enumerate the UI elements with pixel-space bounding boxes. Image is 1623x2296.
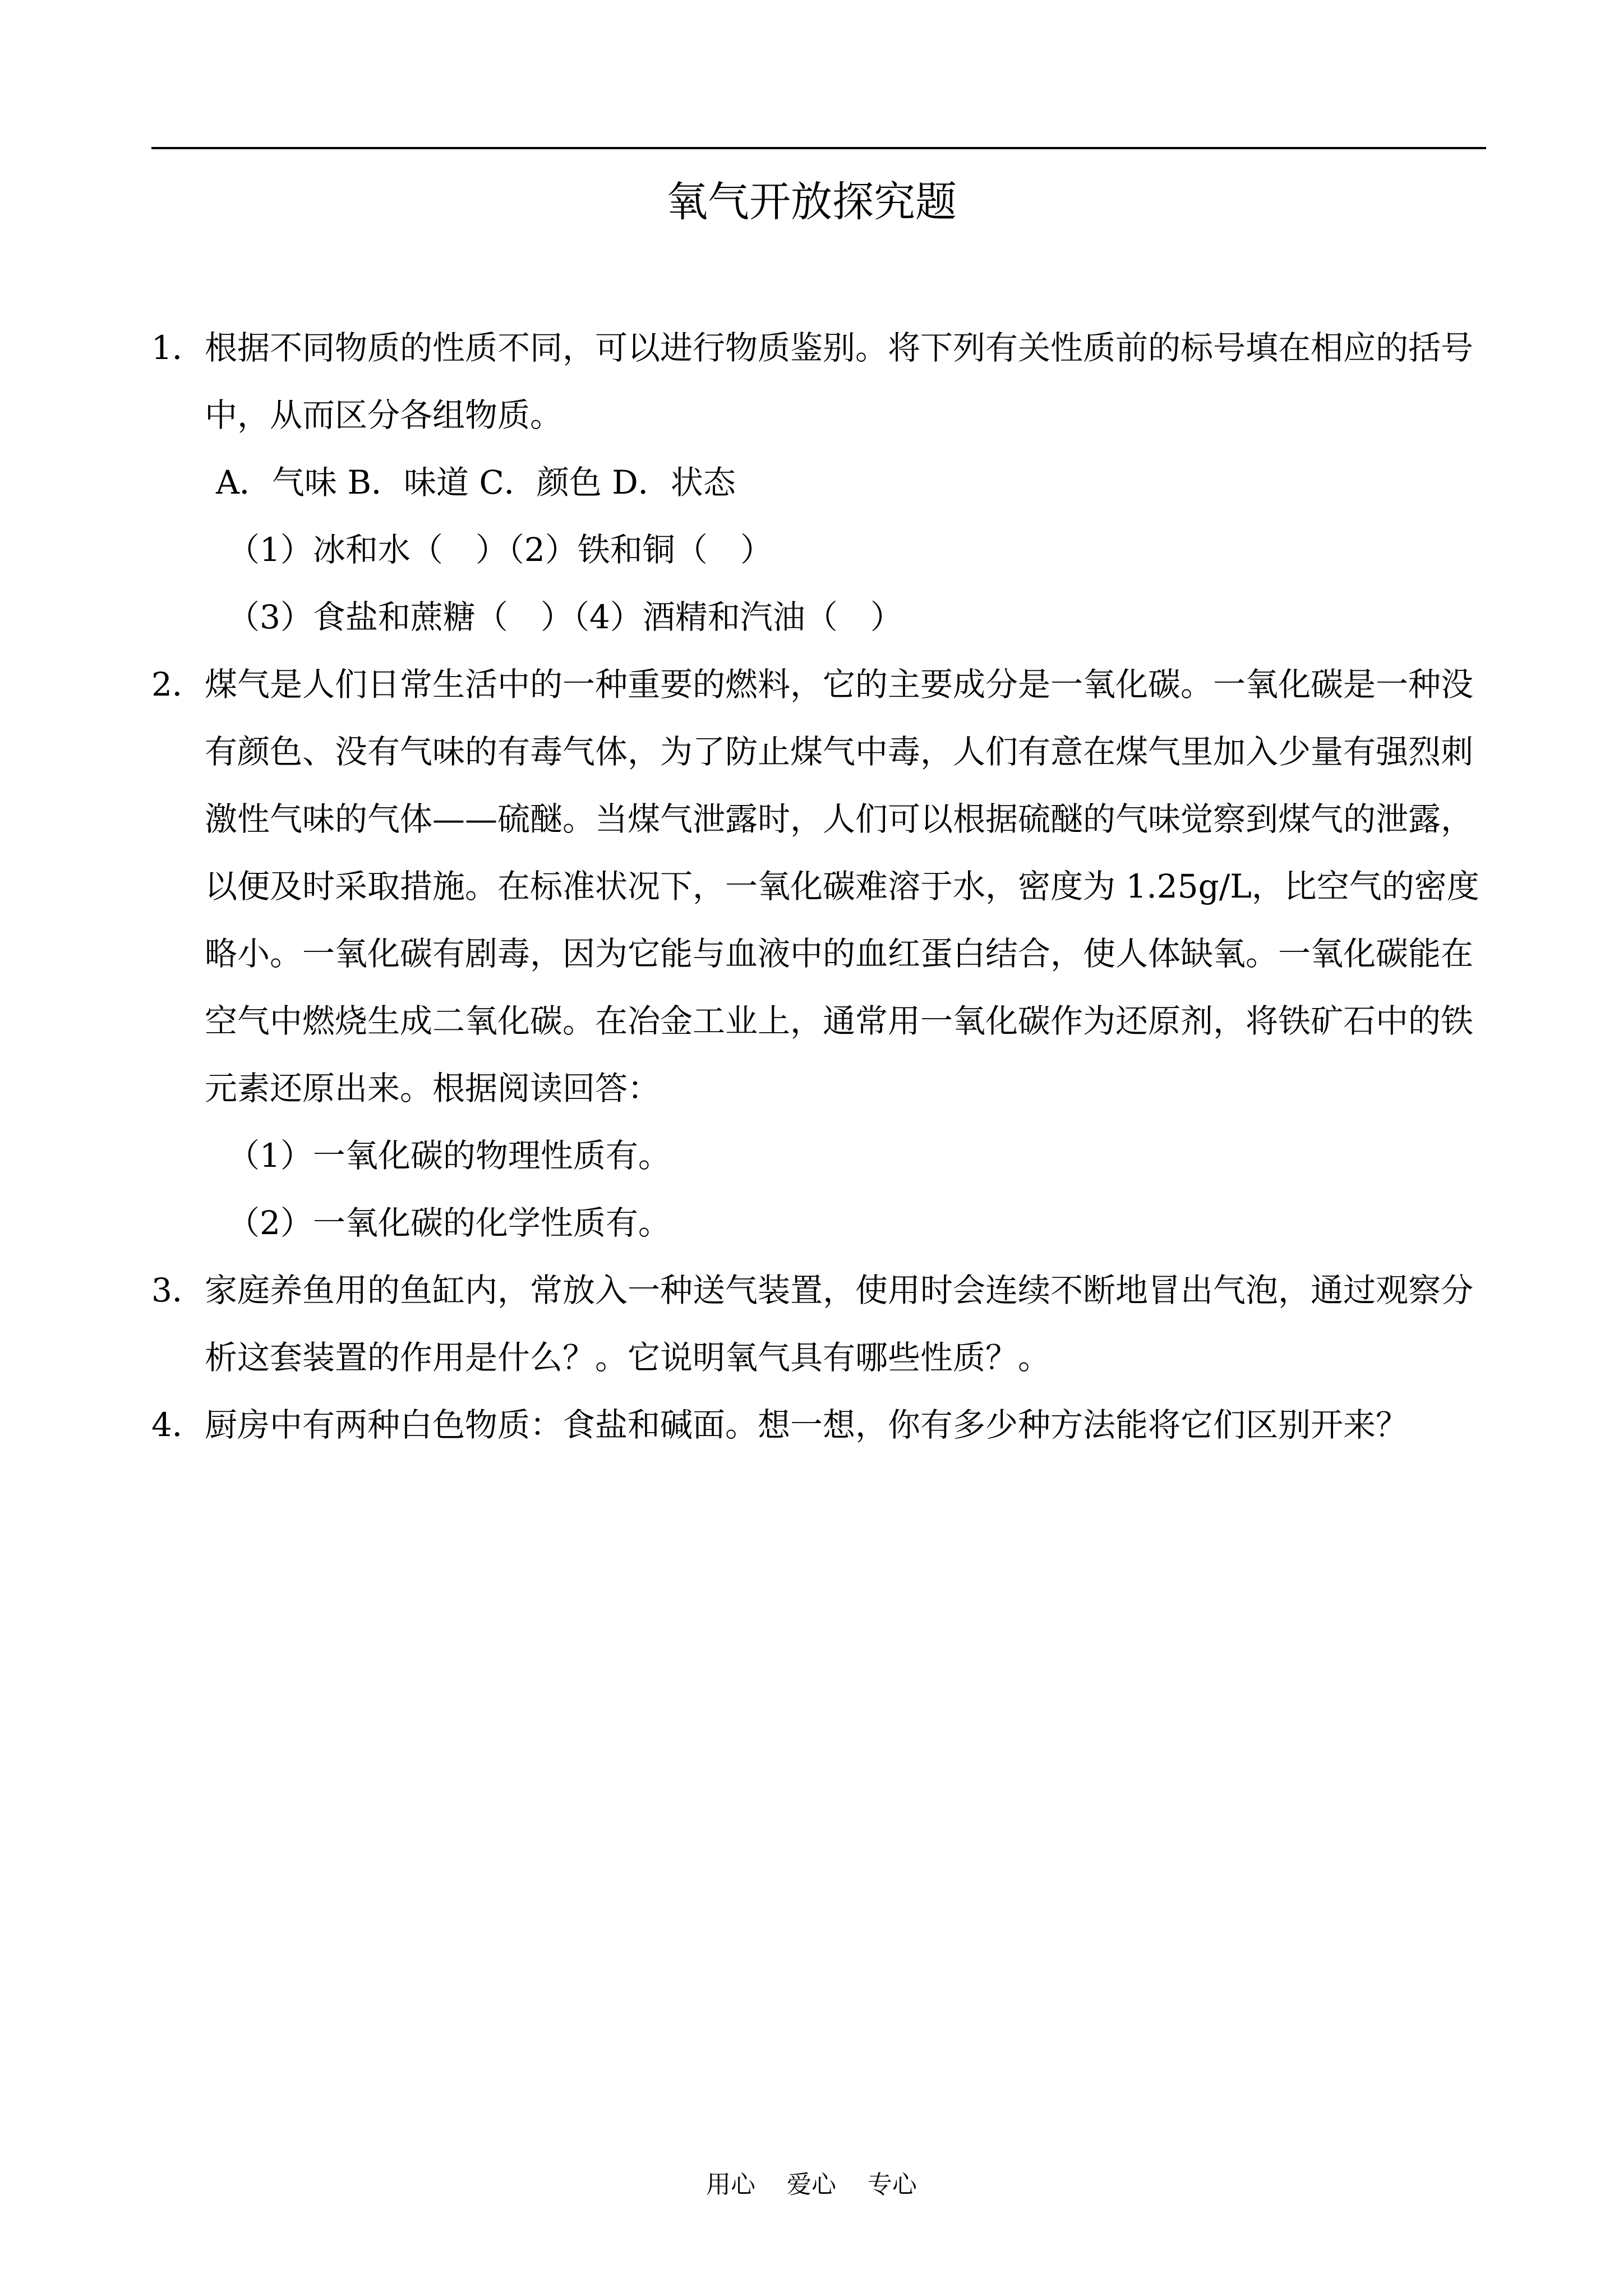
question-3	[151, 1257, 1486, 1391]
document-body	[151, 314, 1486, 1458]
page-title: 氧气开放探究题	[666, 178, 957, 226]
question-2-sub-1: （1）一氧化碳的物理性质有。	[227, 1137, 671, 1175]
pair-label: （3）食盐和蔗糖（	[227, 598, 508, 636]
question-text: 厨房中有两种白色物质：食盐和碱面。想一想，你有多少种方法能将它们区别开来？	[205, 1406, 1409, 1444]
question-text: 家庭养鱼用的鱼缸内，常放入一种送气装置，使用时会连续不断地冒出气泡，通过观察分析这套装置的作用是什么？。它说明氧气具有哪些性质？。	[205, 1271, 1474, 1377]
question-number: 4．	[151, 1406, 205, 1444]
question-2	[151, 651, 1486, 1122]
pair-label: ）（2）铁和铜（	[475, 531, 708, 569]
question-1	[151, 314, 1486, 449]
question-number: 3．	[151, 1271, 205, 1309]
pair-label: ）	[870, 598, 903, 636]
question-text: 根据不同物质的性质不同，可以进行物质鉴别。将下列有关性质前的标号填在相应的括号中，从而区分各组物质。	[205, 329, 1474, 434]
question-1-pair-row	[151, 583, 1486, 651]
question-text: 煤气是人们日常生活中的一种重要的燃料，它的主要成分是一氧化碳。一氧化碳是一种没有颜色、没有气味的有毒气体，为了防止煤气中毒，人们有意在煤气里加入少量有强烈刺激性气味的气体——硫醚。当煤气泄露时，人们可以根据硫醚的气味觉察到煤气的泄露，以便及时采取措施。在标准状况下，一氧化碳难溶于水，密度为 1.25g/L，比空气的密度略小。一氧化碳有剧毒，因为它能与血液中的血红蛋白结合，使人体缺氧。一氧化碳能在空气中燃烧生成二氧化碳。在冶金工业上，通常用一氧化碳作为还原剂，将铁矿石中的铁元素还原出来。根据阅读回答：	[205, 665, 1479, 1107]
question-number: 1．	[151, 329, 205, 367]
question-4	[151, 1391, 1486, 1458]
pair-label: ）（4）酒精和汽油（	[540, 598, 838, 636]
question-1-options: A．气味 B．味道 C．颜色 D．状态	[216, 463, 736, 501]
question-2-sub-2: （2）一氧化碳的化学性质有。	[227, 1204, 671, 1242]
pair-label: （1）冰和水（	[227, 531, 443, 569]
question-number: 2．	[151, 665, 205, 703]
question-1-pair-row	[151, 516, 1486, 583]
pair-label: ）	[740, 531, 773, 569]
header-rule	[151, 147, 1486, 149]
page-footer: 用心 爱心 专心	[706, 2170, 917, 2199]
